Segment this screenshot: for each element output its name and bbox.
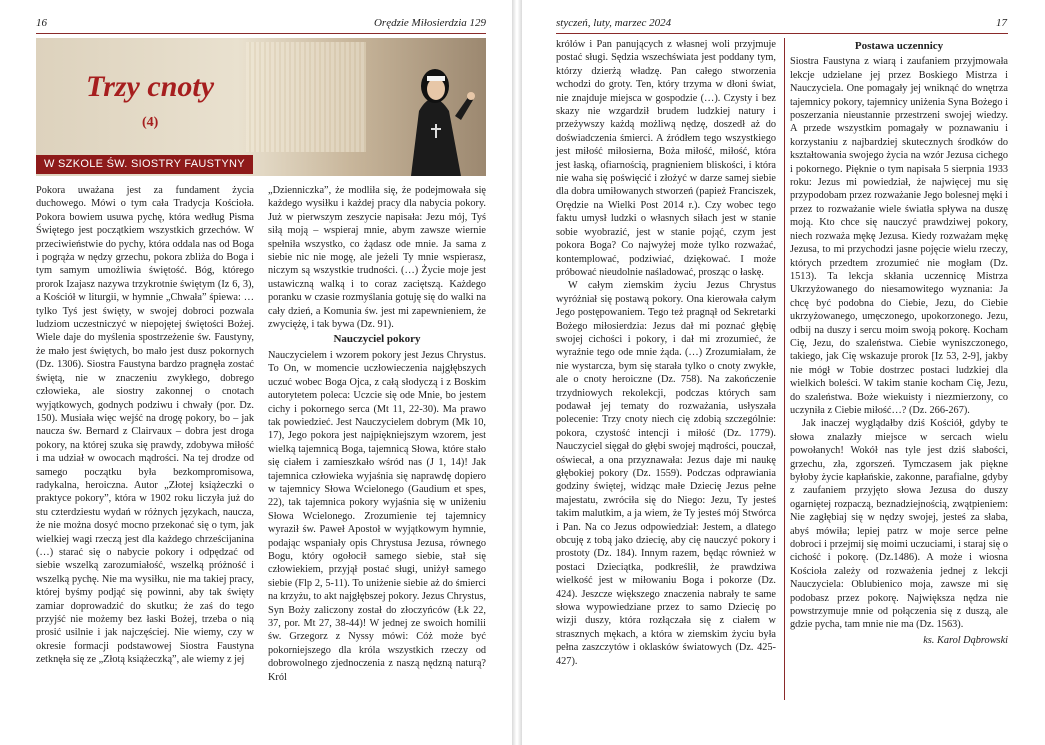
- paragraph: Jak inaczej wyglądałby dziś Kościół, gdyby te słowa znalazły miejsce w sercach wielu powołanych! Wokół nas tyle jest dziś słabości, grzechu, zła, zgorszeń. Tymczasem jak piękne byłoby życie kapłańskie, zakonne, parafialne, gdyby z zaufaniem przyjęto słowa Jezusa do duszy ogarniętej rozpaczą, beznadziejnością, zwątpieniem: Nie zagłębiaj się w nędzy swojej, jesteś za słaba, abyś mówiła; lepiej patrz w moje serce pełne dobroci i przejmij się moimi uczuciami, i staraj się o cichość i pokorę. (Dz.1486). A może i wiosna Kościoła zależy od rozważenia jednej z lekcji Nauczyciela: Oblubienico moja, zawsze mi się podobasz przez pokorę. Największa nędza nie powstrzymuje mnie od połączenia się z duszą, ale gdzie pycha, tam mnie nie ma (Dz. 1563).: [790, 418, 1008, 631]
- header-rule-left: [36, 33, 486, 34]
- paragraph: Siostra Faustyna z wiarą i zaufaniem przyjmowała lekcje udzielane jej przez Boskiego Mistrza i Nauczyciela. One pomagały jej wniknąć do wnętrza tajemnicy pokory, tajemnicy uniżenia Syna Bożego i poszerzania nieustannie przestrzeni swojej wiedzy. A przede wszystkim pomagały w poznawaniu i korzystaniu z najbardziej skutecznych środków do kształtowania swojego życia na wzór Jezusa cichego i pokornego. Pięknie o tym napisała 5 sierpnia 1933 roku: Jezus mi powiedział, że najwięcej mu się przypodobam przez rozważanie Jego bolesnej męki i przez to rozważanie wiele światła spływa na duszę moją. Kto chce się nauczyć prawdziwej pokory, niech rozważa mękę Jezusa. Kiedy rozważam mękę Jezusa, to mi przychodzi jasne pojęcie wielu rzeczy, których przedtem zrozumieć nie mogłam (Dz. 1513). Ta lekcja skłania uczennicę Mistrza Ukrzyżowanego do niesamowitego wyznania: Ja chcę być podobna do Ciebie, Jezu, do Ciebie ukrzyżowanego, umęczonego, upokorzonego. Jezu, odbij na duszy i sercu moim swoją pokorę. Kocham Cię, Jezu, do szaleństwa. Ciebie wyniszczonego, takiego, jak Cię wskazuje prorok [Iz 53, 2-9], jakby nie mógł w Tobie dostrzec postaci ludzkiej dla wielkich boleści. W takim stanie kocham Cię, Jezu, do szaleństwa. Boże wiekuisty i niezmierzony, co uczyniła z Ciebie miłość…? (Dz. 266-267).: [790, 56, 1008, 416]
- running-head-left: Orędzie Miłosierdzia 129: [373, 17, 486, 29]
- column-divider: [784, 38, 785, 700]
- section-heading: Postawa uczennicy: [854, 40, 944, 52]
- page-number-right: 17: [996, 17, 1007, 29]
- right-column-1: [556, 38, 776, 668]
- paragraph: „Dzienniczka”, że modliła się, że podejmowała się każdego wysiłku i każdej pracy dla nabycia pokory. Już w pierwszym zeszycie napisała: Jezu mój, Tyś siłą moją – wspieraj mnie, abym zawsze wiernie spełniła wszystko, co żądasz ode mnie. Ja sama z siebie nic nie mogę, ale jeżeli Ty mnie wspierasz, niczym są wszystkie trudności. (…) Życie moje jest ustawiczną walką i to coraz zaciętszą. Każdego poranku w czasie rozmyślania gotuję się do walki na cały dzień, a Komunia św. jest mi zapewnieniem, że zwyciężę, i tak bywa (Dz. 91).: [268, 185, 486, 331]
- paragraph: W całym ziemskim życiu Jezus Chrystus wyróżniał się postawą pokory. Ona kierowała całym Jego postępowaniem. Tego też pragnął od Sekretarki Bożego miłosierdzia: Jezus dał mi poznać głębię swojej cichości i pokory, i dał mi zrozumieć, że wyraźnie tego ode mnie żąda. (…) Zrozumiałam, że nie wystarcza, bym się starała tylko o cnoty zwykłe, ale o cnoty heroiczne (Dz. 758). Na zakończenie trzydniowych rekolekcji, podczas których sam podawał jej tematy do rozważania, usłyszała polecenie: Trzy cnoty niech cię zdobią szczególnie: pokora, czystość intencji i miłość (Dz. 1779). Nauczyciel sięgał do głębi swojej mądrości, pouczał, oświecał, a ona przyznawała: Jezus daje mi naukę głębokiej pokory (Dz. 1559). Podczas odprawiania godziny świętej, widząc małe Dziecię Jezus pełne majestatu, zwróciła się do Niego: Jezu, Ty jesteś takim malutkim, a ja wiem, że Ty jesteś mój Stwórca i Pan. Na co Jezus odpowiedział: Jestem, a dlatego obcuję z tobą jako dziecię, aby cię nauczyć pokory i prostoty (Dz. 184). Innym razem, będąc również w postaci Dzieciątka, podkreślił, że prawdziwa wielkość jest w miłowaniu Boga i pokorze (Dz. 424). Jeszcze większego znaczenia nabrały te same słowa wypowiedziane przez to samo Dziecię po wizji duszy, która rozłączała się z ciałem w strasznych mękach, a która w ziemskim życiu była pełna zaszczytów i oklasków światowych (Dz. 425-427).: [556, 280, 776, 667]
- right-page: [522, 0, 1045, 745]
- page-number-left: 16: [36, 17, 47, 29]
- series-ribbon: W SZKOLE ŚW. SIOSTRY FAUSTYNY: [36, 155, 253, 174]
- left-page: [0, 0, 512, 745]
- right-column-2: [790, 38, 1008, 647]
- article-part-number: (4): [142, 115, 159, 130]
- section-heading: Nauczyciel pokory: [333, 333, 421, 346]
- paragraph: Pokora uważana jest za fundament życia duchowego. Mówi o tym cała Tradycja Kościoła. Pokora bowiem usuwa pychę, która według Pisma Świętego jest początkiem wszystkich grzechów. W przeciwieństwie do pychy, która oddala nas od Boga i pogrąża w nędzy grzechu, pokora zbliża do Boga i tym samym umożliwia świętość. Bóg, którego prorok Izajasz nazywa trzykrotnie świętym (Iz 6, 3), a Kościół w liturgii, w hymnie „Chwała” śpiewa: …tylko Tyś jest święty, w swojej dobroci pozwala ludziom uczestniczyć w niepojętej świętości Bożej. Wiele daje do myślenia spostrzeżenie św. Faustyny, że mało jest świętych, bo mało jest dusz pokornych (Dz. 1306). Siostra Faustyna bardzo pragnęła zostać świętą, nie w znaczeniu zwykłego, dobrego człowieka, ale siostry zakonnej o cnotach wyjątkowych, godnych podziwu i chwały (por. Dz. 150). Musiała więc wejść na drogę pokory, bo – jak naucza św. Bernard z Clairvaux – dobra jest droga pokory, na której szuka się prawdy, zdobywa miłość i ma udział w owocach mądrości. Na tej drodze od samego początku była bezkompromisowa, radykalna, heroiczna. Autor „Złotej książeczki o praktyce pokory”, która w 1902 roku liczyła już do stu czterdziestu wydań w różnych językach, naucza, że nie można dosyć mocno przekonać się o tym, jak wielkiej wagi rzeczą jest dla każdego chrześcijanina (…) starać się o nabycie pokory i odpędzać od siebie wszelką zarozumiałość, wszelką próżność i wszelką pychę. Nie ma wysiłku, nie ma takiej pracy, której byśmy podjąć się powinni, aby tak święty zamiar doprowadzić do skutku; że zaś do tego przyjść nie możemy bez łaski Bożej, trzeba o nią prosić usilnie i jak najczęściej. Nie wiemy, czy w okresie formacji podstawowej Siostra Faustyna zetknęła się ze „Złotą książeczką”, ale wiemy z jej: [36, 185, 254, 666]
- book-image: [246, 42, 366, 152]
- page-gutter: [512, 0, 522, 745]
- paragraph: królów i Pan panujących z własnej woli przyjmuje postać sługi. Sędzia wszechświata jest poddany tym, którzy dzierżą władzę. Pan całego stworzenia wchodzi do groty. Ten, który trzyma w dłoni świat, nie znajduje miejsca w gospodzie (…). Czysty i bez skazy nie wzgardził brudem ludzkiej natury i przeżywszy każdą możliwą nędzę, doszedł aż do doświadczenia śmierci. A źródłem tego wszystkiego jest miłość miłosierna, Boża miłość, miłość, która jest łaską, ofiarnością, pragnieniem bliskości, i która nie waha się poświęcić i złożyć w darze samej siebie dla dobra umiłowanych stworzeń (papież Franciszek, Orędzie na Wielki Post 2014 r.). Czy wobec tego faktu umysł ludzki o własnych siłach jest w stanie sobie wyobrazić, jest w stanie pojąć, czym jest pokora Boga? Co najwyżej może tylko rozważać, kontemplować, podziwiać, dziękować. I może próbować nieudolnie naśladować, prosząc o łaskę.: [556, 39, 776, 278]
- article-banner: [36, 38, 486, 176]
- article-title: Trzy cnoty: [86, 70, 215, 103]
- saint-faustina-figure: [391, 56, 476, 176]
- left-column-1: [36, 184, 254, 667]
- header-rule-right: [556, 33, 1008, 34]
- running-head-right: styczeń, luty, marzec 2024: [556, 17, 672, 29]
- author-signature: ks. Karol Dąbrowski: [923, 634, 1008, 646]
- left-column-2: [268, 184, 486, 684]
- paragraph: Nauczycielem i wzorem pokory jest Jezus Chrystus. To On, w momencie uczłowieczenia najgłębszych uczuć wobec Boga Ojca, z całą słodyczą i z Boskim autorytetem poleca: Uczcie się ode Mnie, bo jestem cichy i pokornego serca (Mt 11, 22-30). Ma prawo tak powiedzieć. Jest Nauczycielem dobrym (Mk 10, 17), Jego pokora jest najpiękniejszym wzorem, jest wielką tajemnicą Boga, tajemnicą Słowa, które stało się ciałem i zamieszkało wśród nas (J 1, 14)! Jak tajemnica człowieka wyjaśnia się naprawdę dopiero w tajemnicy Słowa Wcielonego (Gaudium et spes, 22), tak tajemnica pokory wyjaśnia się w uniżeniu Słowa Wcielonego. Zrozumienie tej tajemnicy wyraził św. Paweł Apostoł w wyjątkowym hymnie, podając wspaniały opis Chrystusa Jezusa, równego Bogu, który ogołocił samego siebie, stał się człowiekiem, przyjął postać sługi, uniżył samego siebie (Flp 2, 5-11). To uniżenie siebie aż do śmierci na krzyżu, to akt najgłębszej pokory. Jezus Chrystus, Syn Boży zaliczony został do złoczyńców (Łk 22, 37, por. Mt 27, 38-44)! W jednej ze swoich homilii św. Grzegorz z Nyssy mówi: Cóż może być pokorniejszego dla króla wszystkich rzeczy od dobrowolnego zjednoczenia z naszą nędzną naturą? Król: [268, 349, 486, 683]
